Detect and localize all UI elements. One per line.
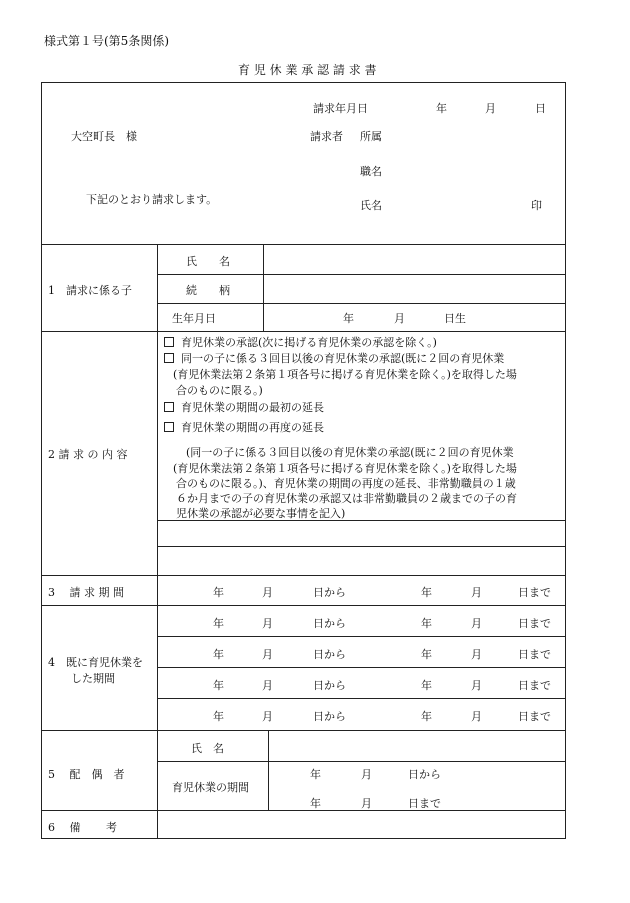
position-label: 職名 — [360, 165, 382, 178]
s5-from-day: 日から — [408, 768, 441, 781]
s4r1-to-month: 月 — [471, 617, 482, 630]
rule-s2-bottom — [41, 575, 566, 576]
section6-heading: 6 備 考 — [48, 821, 117, 834]
s5-to-month: 月 — [361, 797, 372, 810]
s3-to-month: 月 — [471, 586, 482, 599]
s4r4-from-month: 月 — [262, 710, 273, 723]
rule-s1-a — [157, 274, 566, 275]
rule-label-column — [157, 244, 158, 839]
spouse-name-label: 氏 名 — [191, 742, 224, 755]
s3-from-month: 月 — [262, 586, 273, 599]
s4r4-to-day: 日まで — [518, 710, 551, 723]
requester-label: 請求者 — [310, 130, 343, 143]
s5-from-year: 年 — [310, 768, 321, 781]
s4r4-to-year: 年 — [421, 710, 432, 723]
rule-s1-bottom — [41, 331, 566, 332]
reason-note-line3: 合のものに限る。)、育児休業の期間の再度の延長、非常勤職員の１歳 — [176, 477, 516, 490]
affiliation-label: 所属 — [360, 130, 382, 143]
s4r3-from-day: 日から — [313, 679, 346, 692]
section3-heading: 3 請 求 期 間 — [48, 586, 124, 599]
form-title: 育 児 休 業 承 認 請 求 書 — [238, 63, 377, 77]
reason-note-line2: (育児休業法第２条第１項各号に掲げる育児休業を除く。)を取得した場 — [173, 462, 517, 475]
rule-s2-b — [157, 546, 566, 547]
rule-s4-a — [157, 636, 566, 637]
s5-from-month: 月 — [361, 768, 372, 781]
addressee: 大空町長 様 — [71, 130, 137, 143]
option-third-approval-line2: (育児休業法第２条第１項各号に掲げる育児休業を除く。)を取得した場 — [173, 368, 517, 381]
child-birth-year: 年 — [343, 312, 354, 325]
option-second-extension[interactable]: 育児休業の期間の再度の延長 — [164, 419, 324, 435]
option-approval-checkbox[interactable] — [164, 337, 174, 347]
s4r2-to-year: 年 — [421, 648, 432, 661]
s3-from-year: 年 — [213, 586, 224, 599]
section4-heading-line2: した期間 — [71, 672, 115, 685]
child-relation-label: 続 柄 — [186, 284, 230, 297]
s4r4-to-month: 月 — [471, 710, 482, 723]
spouse-period-label: 育児休業の期間 — [172, 781, 249, 794]
request-statement: 下記のとおり請求します。 — [86, 193, 218, 206]
request-date-label: 請求年月日 — [313, 102, 368, 115]
seal-label: 印 — [531, 199, 542, 212]
s4r2-from-year: 年 — [213, 648, 224, 661]
section4-heading-line1: 4 既に育児休業を — [48, 656, 143, 669]
s4r3-to-month: 月 — [471, 679, 482, 692]
section5-heading: 5 配 偶 者 — [48, 768, 125, 781]
option-approval[interactable]: 育児休業の承認(次に掲げる育児休業の承認を除く。) — [164, 334, 437, 350]
s4r4-from-day: 日から — [313, 710, 346, 723]
child-birth-month: 月 — [394, 312, 405, 325]
rule-s5-a — [157, 761, 566, 762]
s4r1-from-year: 年 — [213, 617, 224, 630]
option-third-approval-line3: 合のものに限る。) — [176, 384, 263, 397]
section1-heading: 1 請求に係る子 — [48, 284, 132, 297]
s4r2-to-month: 月 — [471, 648, 482, 661]
s3-to-day: 日まで — [518, 586, 551, 599]
s4r3-from-year: 年 — [213, 679, 224, 692]
s5-to-day: 日まで — [408, 797, 441, 810]
s4r1-from-day: 日から — [313, 617, 346, 630]
rule-s1-value-column — [263, 244, 264, 331]
rule-s4-b — [157, 667, 566, 668]
section2-heading: 2 請 求 の 内 容 — [48, 448, 128, 461]
option-third-approval-checkbox[interactable] — [164, 353, 174, 363]
s4r4-from-year: 年 — [213, 710, 224, 723]
reason-note-line4: ６か月までの子の育児休業の承認又は非常勤職員の２歳までの子の育 — [176, 492, 517, 505]
rule-s5-value-column — [268, 730, 269, 810]
option-second-extension-checkbox[interactable] — [164, 422, 174, 432]
rule-header-bottom — [41, 244, 566, 245]
requester-name-label: 氏名 — [360, 199, 382, 212]
s4r1-to-day: 日まで — [518, 617, 551, 630]
s4r3-to-day: 日まで — [518, 679, 551, 692]
s4r3-from-month: 月 — [262, 679, 273, 692]
request-date-day: 日 — [535, 102, 546, 115]
rule-s3-bottom — [41, 605, 566, 606]
reason-note-line5: 児休業の承認が必要な事情を記入) — [176, 507, 346, 520]
form-number: 様式第１号(第5条関係) — [44, 34, 169, 48]
option-third-approval[interactable]: 同一の子に係る３回目以後の育児休業の承認(既に２回の育児休業 — [164, 350, 504, 366]
s4r1-to-year: 年 — [421, 617, 432, 630]
child-birth-day: 日生 — [444, 312, 466, 325]
rule-s4-c — [157, 698, 566, 699]
reason-note-line1: (同一の子に係る３回目以後の育児休業の承認(既に２回の育児休業 — [186, 446, 514, 459]
rule-s1-b — [157, 303, 566, 304]
child-name-label: 氏 名 — [186, 255, 230, 268]
request-date-month: 月 — [485, 102, 496, 115]
s3-from-day: 日から — [313, 586, 346, 599]
option-first-extension-checkbox[interactable] — [164, 402, 174, 412]
s5-to-year: 年 — [310, 797, 321, 810]
request-date-year: 年 — [436, 102, 447, 115]
option-first-extension[interactable]: 育児休業の期間の最初の延長 — [164, 399, 324, 415]
child-birth-label: 生年月日 — [172, 312, 216, 325]
rule-s4-bottom — [41, 730, 566, 731]
s4r2-to-day: 日まで — [518, 648, 551, 661]
rule-s5-bottom — [41, 810, 566, 811]
s4r3-to-year: 年 — [421, 679, 432, 692]
s4r2-from-month: 月 — [262, 648, 273, 661]
s3-to-year: 年 — [421, 586, 432, 599]
s4r2-from-day: 日から — [313, 648, 346, 661]
s4r1-from-month: 月 — [262, 617, 273, 630]
